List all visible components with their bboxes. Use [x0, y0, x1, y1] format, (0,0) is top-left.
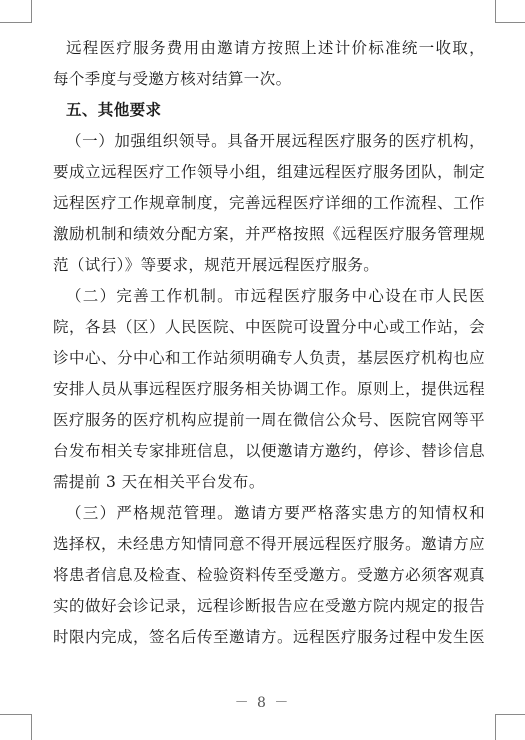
crop-mark-bottom-left: [0, 714, 32, 715]
paragraph-fee-collection-line: 每个季度与受邀方核对结算一次。: [53, 70, 292, 88]
paragraph-mechanism-line: 台发布相关专家排班信息，以便邀请方邀约，停诊、替诊信息: [53, 442, 485, 460]
paragraph-mechanism-line: 医疗服务的医疗机构应提前一周在微信公众号、医院官网等平: [53, 411, 485, 429]
paragraph-organization-line: 激励机制和绩效分配方案，并严格按照《远程医疗服务管理规: [53, 225, 485, 243]
paragraph-management-line: 实的做好会诊记录，远程诊断报告应在受邀方院内规定的报告: [53, 597, 485, 615]
section-heading-other-requirements: 五、其他要求: [66, 101, 162, 119]
paragraph-organization-line: 远程医疗工作规章制度，完善远程医疗详细的工作流程、工作: [53, 194, 485, 212]
crop-mark-top-right: [495, 22, 525, 23]
paragraph-mechanism-line: 安排人员从事远程医疗服务相关协调工作。原则上，提供远程: [53, 380, 485, 398]
crop-mark-bottom-right: [495, 714, 525, 715]
paragraph-mechanism-line: 诊中心、分中心和工作站须明确专人负责，基层医疗机构也应: [53, 349, 485, 367]
crop-mark-top-left: [0, 22, 32, 23]
paragraph-management-line: （三）严格规范管理。邀请方要严格落实患方的知情权和: [66, 504, 485, 522]
page-number: － 8 －: [234, 695, 291, 711]
paragraph-fee-collection-line: 远程医疗服务费用由邀请方按照上述计价标准统一收取，: [66, 39, 485, 57]
paragraph-management-line: 时限内完成，签名后传至邀请方。远程医疗服务过程中发生医: [53, 628, 485, 646]
paragraph-management-line: 将患者信息及检查、检验资料传至受邀方。受邀方必须客观真: [53, 566, 485, 584]
paragraph-mechanism-line: （二）完善工作机制。市远程医疗服务中心设在市人民医: [66, 287, 485, 305]
crop-mark-top-left: [31, 0, 32, 22]
paragraph-mechanism-line: 需提前 3 天在相关平台发布。: [53, 473, 265, 491]
crop-mark-bottom-left: [31, 714, 32, 740]
paragraph-management-line: 选择权，未经患方知情同意不得开展远程医疗服务。邀请方应: [53, 535, 485, 553]
paragraph-organization-line: 范（试行）》等要求，规范开展远程医疗服务。: [53, 256, 380, 274]
paragraph-organization-line: （一）加强组织领导。具备开展远程医疗服务的医疗机构，: [66, 132, 485, 150]
paragraph-mechanism-line: 院，各县（区）人民医院、中医院可设置分中心或工作站，会: [53, 318, 485, 336]
crop-mark-bottom-right: [495, 714, 496, 740]
crop-mark-top-right: [495, 0, 496, 22]
paragraph-organization-line: 要成立远程医疗工作领导小组，组建远程医疗服务团队，制定: [53, 163, 485, 181]
